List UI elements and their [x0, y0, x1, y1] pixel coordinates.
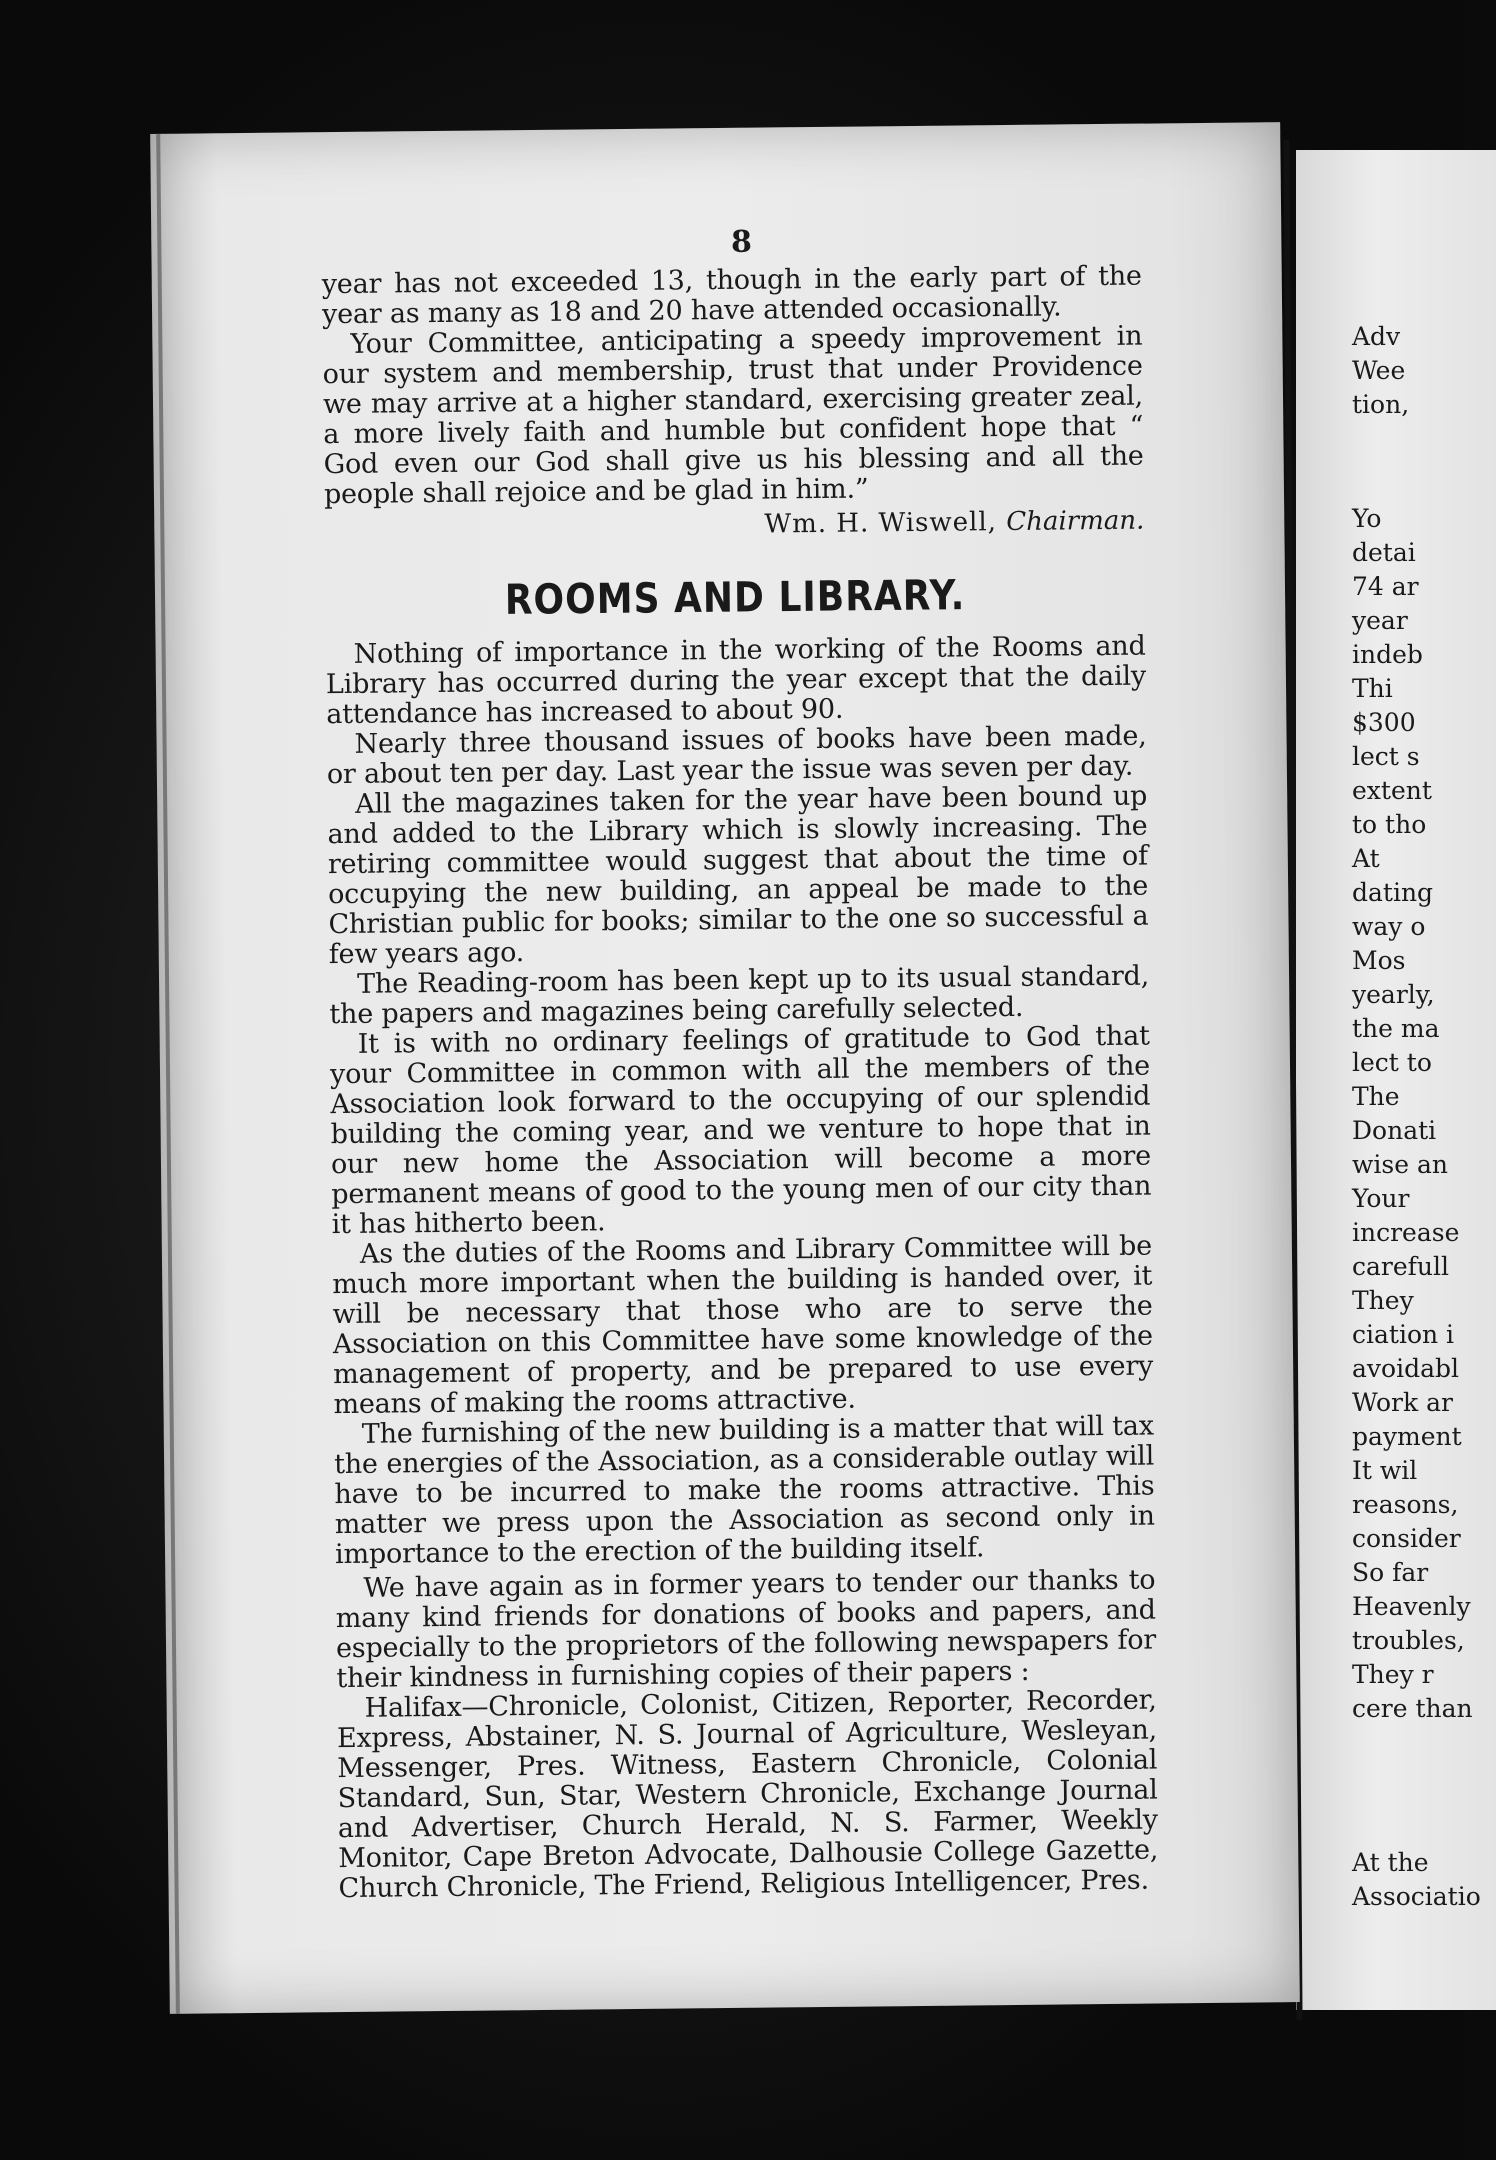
right-page-line: cere than	[1352, 1694, 1473, 1723]
right-page-text	[1352, 320, 1481, 1914]
right-page-line: So far	[1352, 1558, 1429, 1587]
right-page-line: $300	[1352, 708, 1416, 737]
right-page-line: to tho	[1352, 810, 1427, 839]
right-page-line: Thi	[1352, 674, 1393, 703]
section-paragraph: All the magazines taken for the year have been bound up and added to the Library which is slowly increasing. The retiring committee would suggest that about the time of occupying the new building, an appeal be made to the Christian public for books; similar to the one so successful a few years ago.	[327, 780, 1149, 971]
right-page-line: Adv	[1352, 322, 1401, 351]
committee-paragraph: Your Committee, anticipating a speedy improvement in our system and membership, trust that under Providence we may arrive at a higher standard, exercising greater zeal, a more lively faith and humble but confident hope that “ God even our God shall give us his blessing and all the people shall rejoice and be glad in him.”	[322, 320, 1144, 511]
right-page-line: tion,	[1352, 390, 1410, 419]
right-page-line: troubles,	[1352, 1626, 1465, 1655]
right-page-line: consider	[1352, 1524, 1461, 1553]
right-page-line: way o	[1352, 912, 1426, 941]
right-page-line: Associatio	[1352, 1882, 1481, 1911]
right-page-line: carefull	[1352, 1252, 1449, 1281]
right-page-line	[1352, 1806, 1472, 1846]
section-heading: ROOMS AND LIBRARY.	[504, 572, 966, 625]
right-page-line: Yo	[1352, 504, 1382, 533]
right-page-line: 74 ar	[1352, 572, 1419, 601]
right-page-line: extent	[1352, 776, 1432, 805]
right-page-line: Heavenly	[1352, 1592, 1471, 1621]
right-page-line: year	[1352, 606, 1408, 635]
section-paragraph: Nearly three thousand issues of books have been made, or about ten per day. Last year the issue was seven per day.	[326, 720, 1147, 791]
right-page-line: lect s	[1352, 742, 1420, 771]
section-paragraph: It is with no ordinary feelings of gratitude to God that your Committee in common with all the members of the Association look forward to the occupying of our splendid building the coming year, and we venture to hope that in our new home the Association will become a more permanent means of good to the young men of our city than it has hitherto been.	[329, 1020, 1152, 1241]
right-page-line: The	[1352, 1082, 1400, 1111]
right-page-line: the ma	[1352, 1014, 1440, 1043]
signature-role: Chairman.	[1006, 505, 1145, 538]
right-page-line: At	[1352, 844, 1380, 873]
right-page-line: avoidabl	[1352, 1354, 1459, 1383]
right-page-line: dating	[1352, 878, 1434, 907]
right-page-line: At the	[1352, 1848, 1429, 1877]
right-page-line: reasons,	[1352, 1490, 1459, 1519]
right-page-line: Work ar	[1352, 1388, 1453, 1417]
signature	[324, 506, 1144, 545]
continuation-paragraph: year has not exceeded 13, though in the early part of the year as many as 18 and 20 have attended occasionally.	[321, 260, 1142, 331]
right-page-line: yearly,	[1352, 980, 1435, 1009]
section-paragraph: The furnishing of the new building is a matter that will tax the energies of the Association, as a considerable outlay will have to be incurred to make the rooms attractive. This matter we press upon the Association as second only in importance to the erection of the building itself.	[333, 1410, 1155, 1571]
right-page-line: Your	[1352, 1184, 1410, 1213]
right-page-line: They	[1352, 1286, 1414, 1315]
section-paragraph: Nothing of importance in the working of the Rooms and Library has occurred during the year except that the daily attendance has increased to about 90.	[325, 630, 1147, 731]
right-page-line: Wee	[1352, 356, 1406, 385]
right-page-line: increase	[1352, 1218, 1460, 1247]
section-paragraph: We have again as in former years to tender our thanks to many kind friends for donations of books and papers, and especially to the proprietors of the following newspapers for their kindness in furnishing copies of their papers :	[335, 1564, 1157, 1695]
left-page	[150, 122, 1300, 2014]
right-page-line: Donati	[1352, 1116, 1437, 1145]
right-page-line: ciation i	[1352, 1320, 1455, 1349]
right-page-line: Mos	[1352, 946, 1406, 975]
right-page-line: lect to	[1352, 1048, 1432, 1077]
signature-name: Wm. H. Wiswell,	[764, 507, 998, 540]
section-paragraph: As the duties of the Rooms and Library Committee will be much more important when the building is handed over, it will be necessary that those who are to serve the Association on this Committee have some knowledge of the management of property, and be prepared to use every means of making the rooms attractive.	[332, 1230, 1154, 1421]
right-page-line	[1352, 1726, 1472, 1766]
right-page-line: They r	[1352, 1660, 1434, 1689]
newspaper-list: Halifax—Chronicle, Colonist, Citizen, Reporter, Recorder, Express, Abstainer, N. S. Journal of Agriculture, Wesleyan, Messenger, Pres. Witness, Eastern Chronicle, Colonial Standard, Sun, Star, Western Chronicle, Exchange Journal and Advertiser, Church Herald, N. S. Farmer, Weekly Monitor, Cape Breton Advocate, Dalhousie College Gazette, Church Chronicle, The Friend, Religious Intelligencer, Pres.	[336, 1684, 1159, 1905]
right-page-line: indeb	[1352, 640, 1423, 669]
right-page-line	[1352, 1766, 1472, 1806]
page-text	[321, 224, 1158, 1904]
page-number: 8	[730, 224, 752, 260]
right-page-line: payment	[1352, 1422, 1462, 1451]
right-page-line: It wil	[1352, 1456, 1418, 1485]
right-page-line	[1352, 422, 1472, 462]
section-paragraph: The Reading-room has been kept up to its usual standard, the papers and magazines being carefully selected.	[329, 960, 1150, 1031]
right-page-line: detai	[1352, 538, 1416, 567]
right-page-line: wise an	[1352, 1150, 1448, 1179]
right-page-line	[1352, 462, 1472, 502]
